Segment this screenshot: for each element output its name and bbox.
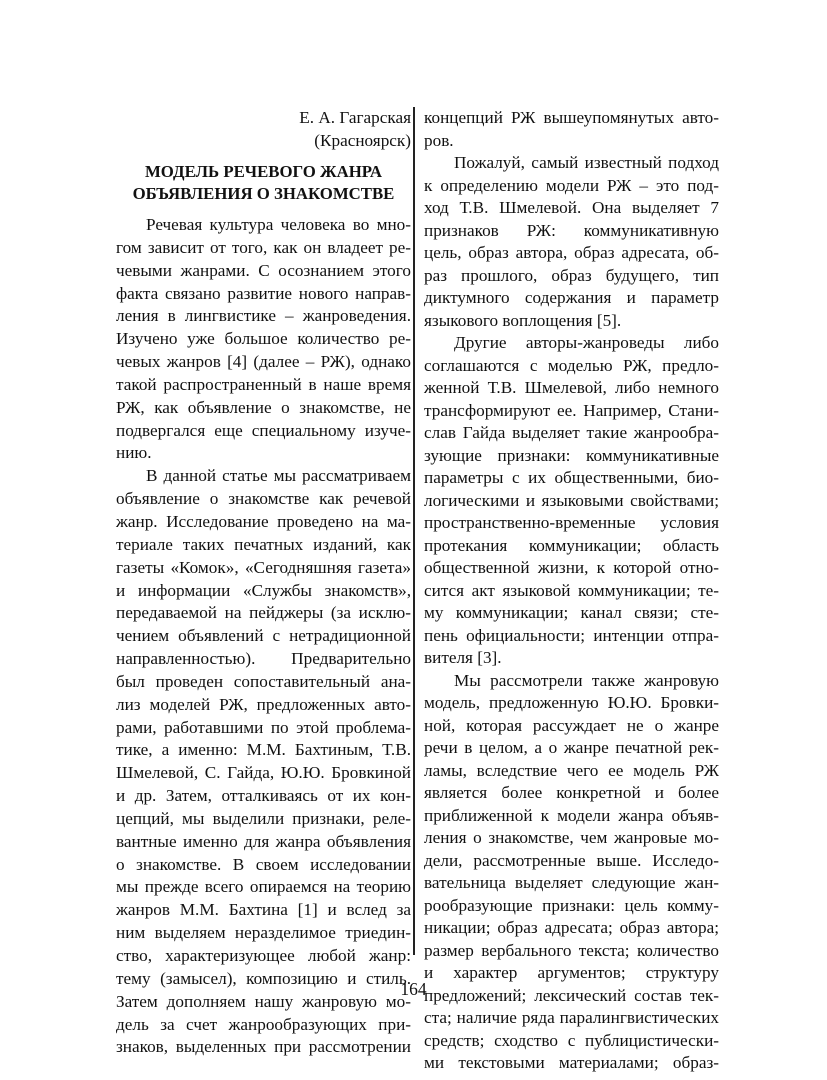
text-line: тике, а именно: М.М. Бахтиным, Т.В. (116, 740, 411, 760)
text-line: такой распространенный в наше время (116, 374, 411, 394)
paragraph (424, 670, 719, 1075)
text-line: предложений; лексический состав тек- (424, 985, 719, 1005)
text-line: общественной жизни, к которой отно- (424, 558, 719, 577)
page-number: 164 (400, 979, 427, 999)
paragraph (116, 465, 411, 1059)
left-column (116, 107, 411, 1059)
text-line: РЖ, как объявление о знакомстве, не (116, 397, 411, 417)
text-line: ход Т.В. Шмелевой. Она выделяет 7 (424, 198, 719, 217)
text-line: дель за счет жанрообразующих при- (116, 1014, 411, 1034)
text-line: жанр. Исследование проведено на ма- (116, 511, 411, 531)
right-column (424, 107, 719, 1075)
text-line: соглашаются с моделью РЖ, предло- (424, 355, 719, 375)
text-line: концепций РЖ вышеупомянутых авто- (424, 108, 719, 127)
text-line: териале таких печатных изданий, как (116, 534, 411, 554)
paragraph (116, 214, 411, 465)
text-line: чением объявлений с нетрадиционной (116, 626, 411, 646)
paragraph (424, 107, 719, 152)
text-line: му коммуникации; канал связи; сте- (424, 603, 719, 622)
text-line: средств; сходство с публицистически- (424, 1030, 719, 1050)
text-line: и характер аргументов; структуру (424, 963, 719, 982)
author-city: (Красноярск) (314, 130, 411, 150)
text-line: диктумного содержания и параметр (424, 288, 719, 307)
text-line: передаваемой на пейджеры (за исклю- (116, 603, 411, 623)
author-name: Е. А. Гагарская (299, 108, 411, 127)
text-line: сится акт языковой коммуникации; те- (424, 580, 719, 600)
text-line: слав Гайда выделяет такие жанрообра- (424, 423, 719, 442)
text-line: ной, которая рассуждает не о жанре (424, 715, 719, 735)
text-line: Мы рассмотрели также жанровую (454, 670, 719, 690)
text-line: женной Т.В. Шмелевой, либо немного (424, 378, 719, 397)
text-line: признаков РЖ: коммуникативную (424, 220, 719, 240)
text-line: нию. (116, 443, 152, 463)
text-line: Другие авторы-жанроведы либо (454, 333, 719, 352)
text-line: языкового воплощения [5]. (424, 310, 622, 330)
left-column-body (116, 214, 411, 1059)
text-line: дели, рассмотренные выше. Исследо- (424, 850, 719, 870)
text-line: подвергался еще специальному изуче- (116, 420, 411, 440)
text-line: объявление о знакомстве как речевой (116, 489, 411, 509)
text-line: мы прежде всего опираемся на теорию (116, 877, 411, 897)
text-line: раз прошлого, образ будущего, тип (424, 265, 719, 285)
text-line: тему (замысел), композицию и стиль. (116, 968, 411, 988)
text-line: о знакомстве. В своем исследовании (116, 854, 411, 874)
text-line: речи в целом, а о жанре печатной рек- (424, 738, 719, 757)
text-line: вательница выделяет следующие жан- (424, 873, 719, 892)
text-line: никации; образ адресата; образ автора; (424, 918, 719, 937)
text-line: является более конкретной и более (424, 783, 719, 802)
text-line: Пожалуй, самый известный подход (454, 153, 719, 172)
paragraph (424, 332, 719, 670)
text-line: параметры с их общественными, био- (424, 468, 719, 487)
text-line: ство, характеризующее любой жанр: (116, 946, 411, 965)
text-line: ламы, вследствие чего ее модель РЖ (424, 760, 719, 780)
text-line: к определению модели РЖ – это под- (424, 175, 719, 195)
title-line: ОБЪЯВЛЕНИЯ О ЗНАКОМСТВЕ (132, 184, 395, 203)
text-line: ми текстовыми материалами; образ- (424, 1053, 719, 1072)
text-line: ров. (424, 130, 454, 150)
text-line: В данной статье мы рассматриваем (146, 466, 411, 486)
text-line: трансформируют ее. Например, Стани- (424, 400, 719, 420)
right-column-body (424, 107, 719, 1075)
text-line: приближенной к модели жанра объяв- (424, 805, 719, 825)
text-line: Затем дополняем нашу жанровую мо- (116, 991, 411, 1011)
text-line: гом зависит от того, как он владеет ре- (116, 237, 411, 257)
column-divider (413, 107, 415, 955)
text-line: пень официальности; интенции отпра- (424, 625, 719, 645)
text-line: Шмелевой, С. Гайда, Ю.Ю. Бровкиной (116, 763, 411, 783)
text-line: пространственно-временные условия (424, 513, 719, 532)
text-line: чевых жанров [4] (далее – РЖ), однако (116, 352, 411, 372)
title-line: МОДЕЛЬ РЕЧЕВОГО ЖАНРА (144, 162, 383, 181)
text-line: цепций, мы выделили признаки, реле- (116, 808, 411, 828)
article-title (116, 161, 411, 205)
text-line: знаков, выделенных при рассмотрении (116, 1037, 411, 1057)
text-line: был проведен сопоставительный ана- (116, 671, 411, 691)
text-line: ста; наличие ряда паралингвистических (424, 1008, 719, 1027)
text-line: факта связано развитие нового направ- (116, 283, 411, 303)
text-line: размер вербального текста; количество (424, 940, 719, 960)
paragraph (424, 152, 719, 332)
text-line: Изучено уже большое количество ре- (116, 329, 411, 349)
text-line: направленностью). Предварительно (116, 649, 411, 669)
text-line: Речевая культура человека во мно- (146, 215, 411, 234)
text-line: жанров М.М. Бахтина [1] и вслед за (116, 900, 411, 920)
text-line: цель, образ автора, образ адресата, об- (424, 243, 719, 262)
text-line: лиз моделей РЖ, предложенных авто- (116, 694, 411, 714)
text-line: газеты «Комок», «Сегодняшняя газета» (116, 557, 411, 577)
text-line: модель, предложенную Ю.Ю. Бровки- (424, 693, 719, 712)
text-line: вантные именно для жанра объявления (116, 831, 411, 851)
text-line: ления в лингвистике – жанроведения. (116, 306, 411, 326)
text-line: чевыми жанрами. С осознанием этого (116, 260, 411, 280)
text-line: вителя [3]. (424, 648, 502, 667)
text-line: рами, работавшими по этой проблема- (116, 717, 411, 737)
text-line: ления о знакомстве, чем жанровые мо- (424, 828, 719, 847)
text-line: и др. Затем, отталкиваясь от их кон- (116, 786, 411, 806)
text-line: логическими и языковыми свойствами; (424, 490, 719, 510)
text-line: ним выделяем неразделимое триедин- (116, 923, 411, 943)
text-line: рообразующие признаки: цель комму- (424, 895, 719, 915)
text-line: зующие признаки: коммуникативные (424, 445, 719, 465)
text-line: протекания коммуникации; область (424, 535, 719, 555)
text-line: и информации «Службы знакомств», (116, 580, 411, 600)
